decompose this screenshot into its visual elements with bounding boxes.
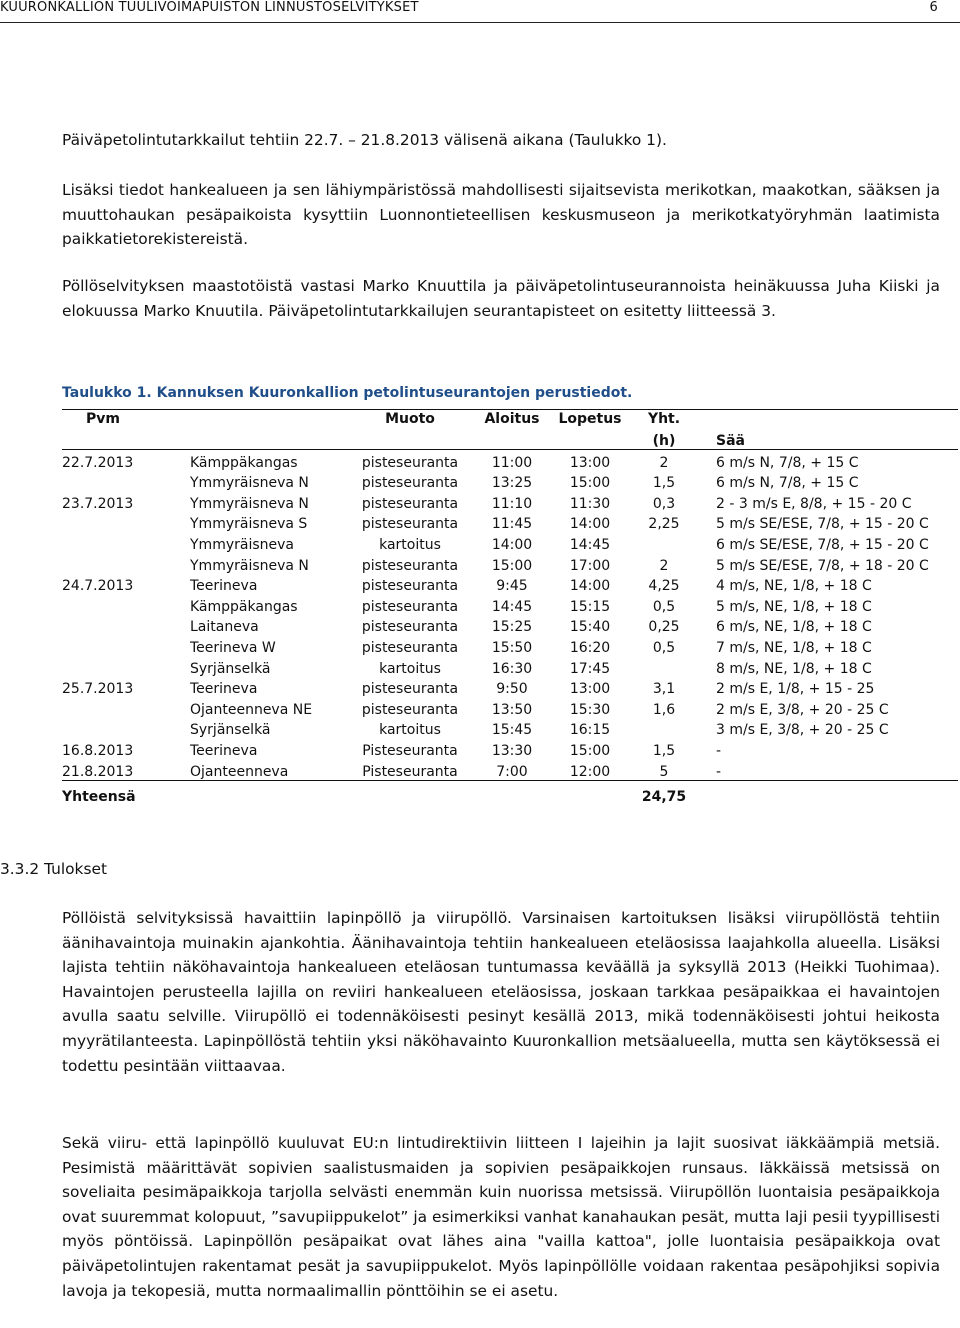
cell-start: 14:00 bbox=[491, 536, 533, 553]
document-title: KUURONKALLION TUULIVOIMAPUISTON LINNUSTOSELVITYKSET bbox=[0, 0, 419, 15]
table-row bbox=[62, 738, 958, 759]
cell-weather: 2 - 3 m/s E, 8/8, + 15 - 20 C bbox=[716, 495, 912, 512]
cell-end: 13:00 bbox=[569, 681, 611, 698]
cell-end: 15:00 bbox=[569, 742, 611, 759]
header-muoto: Muoto bbox=[348, 410, 472, 428]
page-header bbox=[0, 0, 960, 22]
cell-hours: 2 bbox=[659, 454, 669, 471]
cell-location: Ymmyräisneva S bbox=[190, 516, 308, 533]
cell-hours: 0,25 bbox=[648, 619, 680, 636]
cell-start: 15:25 bbox=[491, 619, 533, 636]
cell-location: Ymmyräisneva bbox=[190, 536, 294, 553]
table-row bbox=[62, 656, 958, 677]
cell-weather: 6 m/s SE/ESE, 7/8, + 15 - 20 C bbox=[716, 536, 929, 553]
cell-date bbox=[62, 697, 190, 718]
cell-method: pisteseuranta bbox=[361, 578, 459, 595]
cell-method: pisteseuranta bbox=[361, 598, 459, 615]
cell-method: pisteseuranta bbox=[361, 639, 459, 656]
table-row bbox=[62, 512, 958, 533]
cell-hours: 2 bbox=[659, 557, 669, 574]
table-row bbox=[62, 677, 958, 698]
cell-end: 17:00 bbox=[569, 557, 611, 574]
table-row bbox=[62, 471, 958, 492]
cell-location: Teerineva W bbox=[190, 639, 276, 656]
header-yht-unit: (h) bbox=[628, 427, 700, 450]
cell-date: 21.8.2013 bbox=[62, 763, 134, 780]
header-lopetus: Lopetus bbox=[552, 410, 628, 428]
cell-date: 16.8.2013 bbox=[62, 742, 134, 759]
cell-method: pisteseuranta bbox=[361, 701, 459, 718]
cell-date bbox=[62, 532, 190, 553]
cell-location: Ymmyräisneva N bbox=[190, 495, 309, 512]
cell-weather: - bbox=[716, 763, 722, 780]
cell-hours bbox=[628, 656, 700, 677]
cell-hours: 0,3 bbox=[652, 495, 676, 512]
cell-weather: 7 m/s, NE, 1/8, + 18 C bbox=[716, 639, 872, 656]
cell-start: 11:10 bbox=[491, 495, 533, 512]
cell-start: 15:45 bbox=[491, 722, 533, 739]
paragraph-sources: Lisäksi tiedot hankealueen ja sen lähiympäristössä mahdollisesti sijaitsevista merikotkan, maakotkan, sääksen ja muuttohaukan pesäpaikoista kysyttiin Luonnontieteellisen keskusmuseon ja merikotkatyöryhmän laatimista paikkatietorekistereistä. bbox=[62, 181, 940, 249]
cell-location: Teerineva bbox=[190, 742, 258, 759]
cell-hours: 1,5 bbox=[652, 475, 676, 492]
cell-end: 13:00 bbox=[569, 454, 611, 471]
cell-location: Ojanteenneva bbox=[190, 763, 289, 780]
cell-location: Syrjänselkä bbox=[190, 660, 271, 677]
cell-end: 16:20 bbox=[569, 639, 611, 656]
cell-start: 11:45 bbox=[491, 516, 533, 533]
cell-weather: 5 m/s SE/ESE, 7/8, + 15 - 20 C bbox=[716, 516, 929, 533]
table-header-row bbox=[62, 427, 958, 450]
total-label: Yhteensä bbox=[62, 780, 190, 805]
cell-date bbox=[62, 656, 190, 677]
cell-method: pisteseuranta bbox=[361, 475, 459, 492]
cell-location: Ymmyräisneva N bbox=[190, 475, 309, 492]
page-number: 6 bbox=[929, 0, 938, 15]
cell-location: Teerineva bbox=[190, 681, 258, 698]
cell-method: kartoitus bbox=[379, 660, 441, 677]
cell-start: 13:30 bbox=[491, 742, 533, 759]
cell-date: 23.7.2013 bbox=[62, 495, 134, 512]
header-pvm: Pvm bbox=[62, 410, 190, 428]
table-row bbox=[62, 635, 958, 656]
cell-weather: 6 m/s, NE, 1/8, + 18 C bbox=[716, 619, 872, 636]
header-saa: Sää bbox=[700, 427, 958, 450]
cell-start: 16:30 bbox=[491, 660, 533, 677]
cell-weather: 2 m/s E, 1/8, + 15 - 25 bbox=[716, 681, 875, 698]
table-row bbox=[62, 718, 958, 739]
cell-weather: 3 m/s E, 3/8, + 20 - 25 C bbox=[716, 722, 889, 739]
table-row bbox=[62, 491, 958, 512]
cell-hours bbox=[628, 718, 700, 739]
cell-start: 11:00 bbox=[491, 454, 533, 471]
cell-date bbox=[62, 718, 190, 739]
table-row bbox=[62, 574, 958, 595]
paragraph-results: Pöllöistä selvityksissä havaittiin lapinpöllö ja viirupöllö. Varsinaisen kartoituksen lisäksi viirupöllöstä tehtiin äänihavaintoja muinakin ajankohtia. Äänihavaintoja tehtiin hankealueen eteläosissa laajahkolla alueella. Lisäksi lajista tehtiin näköhavaintoja hankealueen eteläosan tuntumassa keväällä ja syksyllä 2013 (Heikki Tuohimaa). Havaintojen perusteella lajilla on reviiri hankealueen eteläosissa, joskaan tarkkaa pesäpaikkaa ei havaintojen avulla saatu selville. Viirupöllö ei todennäköisesti pesinyt kesällä 2013, mikä todennäköisesti johtui heikosta myyrätilanteesta. Lapinpöllöstä tehtiin yksi näköhavainto Kuuronkallion metsäalueella, mutta sen käytöksessä ei todettu pesintään viittaavaa. bbox=[62, 909, 940, 1075]
cell-hours: 1,5 bbox=[652, 742, 676, 759]
table-caption: Taulukko 1. Kannuksen Kuuronkallion petolintuseurantojen perustiedot. bbox=[62, 385, 633, 401]
cell-start: 13:25 bbox=[491, 475, 533, 492]
cell-location: Teerineva bbox=[190, 578, 258, 595]
table-header-row bbox=[62, 410, 958, 428]
cell-start: 9:50 bbox=[496, 681, 528, 698]
cell-method: pisteseuranta bbox=[361, 454, 459, 471]
table-row bbox=[62, 532, 958, 553]
cell-end: 15:30 bbox=[569, 701, 611, 718]
cell-hours bbox=[628, 532, 700, 553]
table-row bbox=[62, 450, 958, 471]
cell-method: kartoitus bbox=[379, 722, 441, 739]
cell-date bbox=[62, 512, 190, 533]
cell-method: pisteseuranta bbox=[361, 557, 459, 574]
cell-end: 14:00 bbox=[569, 516, 611, 533]
cell-start: 7:00 bbox=[496, 763, 528, 780]
paragraph-intro: Päiväpetolintutarkkailut tehtiin 22.7. – 21.8.2013 välisenä aikana (Taulukko 1). bbox=[62, 131, 667, 149]
cell-location: Kämppäkangas bbox=[190, 454, 298, 471]
cell-location: Ymmyräisneva N bbox=[190, 557, 309, 574]
cell-date bbox=[62, 594, 190, 615]
cell-end: 15:40 bbox=[569, 619, 611, 636]
cell-weather: - bbox=[716, 742, 722, 759]
cell-end: 16:15 bbox=[569, 722, 611, 739]
cell-weather: 6 m/s N, 7/8, + 15 C bbox=[716, 475, 859, 492]
cell-method: kartoitus bbox=[379, 536, 441, 553]
cell-date bbox=[62, 615, 190, 636]
cell-date: 24.7.2013 bbox=[62, 578, 134, 595]
table-total-row bbox=[62, 780, 958, 805]
cell-hours: 1,6 bbox=[652, 701, 676, 718]
cell-start: 9:45 bbox=[496, 578, 528, 595]
cell-hours: 5 bbox=[659, 763, 669, 780]
paragraph-habitat: Sekä viiru- että lapinpöllö kuuluvat EU:n lintudirektiivin liitteen I lajeihin ja lajit suosivat iäkkäämpiä metsiä. Pesimistä määrittävät sopivien saalistusmaiden ja sopivien pesäpaikkojen runsaus. Iäkkäissä metsissä on soveliaita pesimäpaikkoja tarjolla selvästi enemmän kuin nuorissa metsissä. Viirupöllön luontaisia pesäpaikkoja ovat suuremmat kolopuut, ”savupiippukelot” ja esimerkiksi vanhat kanahaukan pesät, mutta laji pesii tyypillisesti myös pöntöissä. Lapinpöllön pesäpaikat ovat lähes aina "vailla kattoa", jolle luontaisia pesäpaikkoja ovat päiväpetolintujen rakentamat pesät ja savupiippukelot. Myös lapinpöllölle voidaan rakentaa pesäpohjiksi sopivia lavoja ja tekopesiä, mutta normaalimallin pönttöihin se ei asetu. bbox=[62, 1134, 940, 1300]
header-divider bbox=[0, 22, 960, 23]
cell-date bbox=[62, 553, 190, 574]
cell-method: pisteseuranta bbox=[361, 619, 459, 636]
cell-hours: 4,25 bbox=[648, 578, 680, 595]
cell-hours: 0,5 bbox=[652, 598, 676, 615]
cell-date: 22.7.2013 bbox=[62, 454, 134, 471]
cell-location: Kämppäkangas bbox=[190, 598, 298, 615]
cell-method: pisteseuranta bbox=[361, 495, 459, 512]
cell-date bbox=[62, 471, 190, 492]
cell-location: Ojanteenneva NE bbox=[190, 701, 313, 718]
table-row bbox=[62, 615, 958, 636]
header-aloitus: Aloitus bbox=[472, 410, 552, 428]
header-yht: Yht. bbox=[628, 410, 700, 428]
cell-method: Pisteseuranta bbox=[362, 742, 458, 759]
cell-method: Pisteseuranta bbox=[362, 763, 458, 780]
cell-weather: 5 m/s, NE, 1/8, + 18 C bbox=[716, 598, 872, 615]
cell-location: Laitaneva bbox=[190, 619, 259, 636]
table-body bbox=[62, 450, 958, 781]
monitoring-table bbox=[62, 409, 958, 805]
cell-end: 14:00 bbox=[569, 578, 611, 595]
table-row bbox=[62, 594, 958, 615]
cell-start: 14:45 bbox=[491, 598, 533, 615]
cell-weather: 4 m/s, NE, 1/8, + 18 C bbox=[716, 578, 872, 595]
section-heading: 3.3.2 Tulokset bbox=[0, 860, 107, 878]
table-row bbox=[62, 759, 958, 780]
cell-hours: 2,25 bbox=[648, 516, 680, 533]
cell-end: 15:00 bbox=[569, 475, 611, 492]
cell-weather: 5 m/s SE/ESE, 7/8, + 18 - 20 C bbox=[716, 557, 929, 574]
cell-end: 17:45 bbox=[569, 660, 611, 677]
cell-location: Syrjänselkä bbox=[190, 722, 271, 739]
cell-start: 13:50 bbox=[491, 701, 533, 718]
cell-date bbox=[62, 635, 190, 656]
cell-hours: 3,1 bbox=[652, 681, 676, 698]
table-row bbox=[62, 553, 958, 574]
cell-end: 15:15 bbox=[569, 598, 611, 615]
cell-end: 12:00 bbox=[569, 763, 611, 780]
cell-date: 25.7.2013 bbox=[62, 681, 134, 698]
cell-start: 15:00 bbox=[491, 557, 533, 574]
cell-end: 11:30 bbox=[569, 495, 611, 512]
table-row bbox=[62, 697, 958, 718]
cell-weather: 8 m/s, NE, 1/8, + 18 C bbox=[716, 660, 872, 677]
cell-weather: 6 m/s N, 7/8, + 15 C bbox=[716, 454, 859, 471]
cell-method: pisteseuranta bbox=[361, 681, 459, 698]
cell-weather: 2 m/s E, 3/8, + 20 - 25 C bbox=[716, 701, 889, 718]
total-value: 24,75 bbox=[628, 780, 700, 805]
cell-hours: 0,5 bbox=[652, 639, 676, 656]
cell-method: pisteseuranta bbox=[361, 516, 459, 533]
cell-end: 14:45 bbox=[569, 536, 611, 553]
cell-start: 15:50 bbox=[491, 639, 533, 656]
paragraph-fieldwork: Pöllöselvityksen maastotöistä vastasi Marko Knuuttila ja päiväpetolintuseurannoista heinäkuussa Juha Kiiski ja elokuussa Marko Knuutila. Päiväpetolintutarkkailujen seurantapisteet on esitetty liitteessä 3. bbox=[62, 277, 940, 320]
